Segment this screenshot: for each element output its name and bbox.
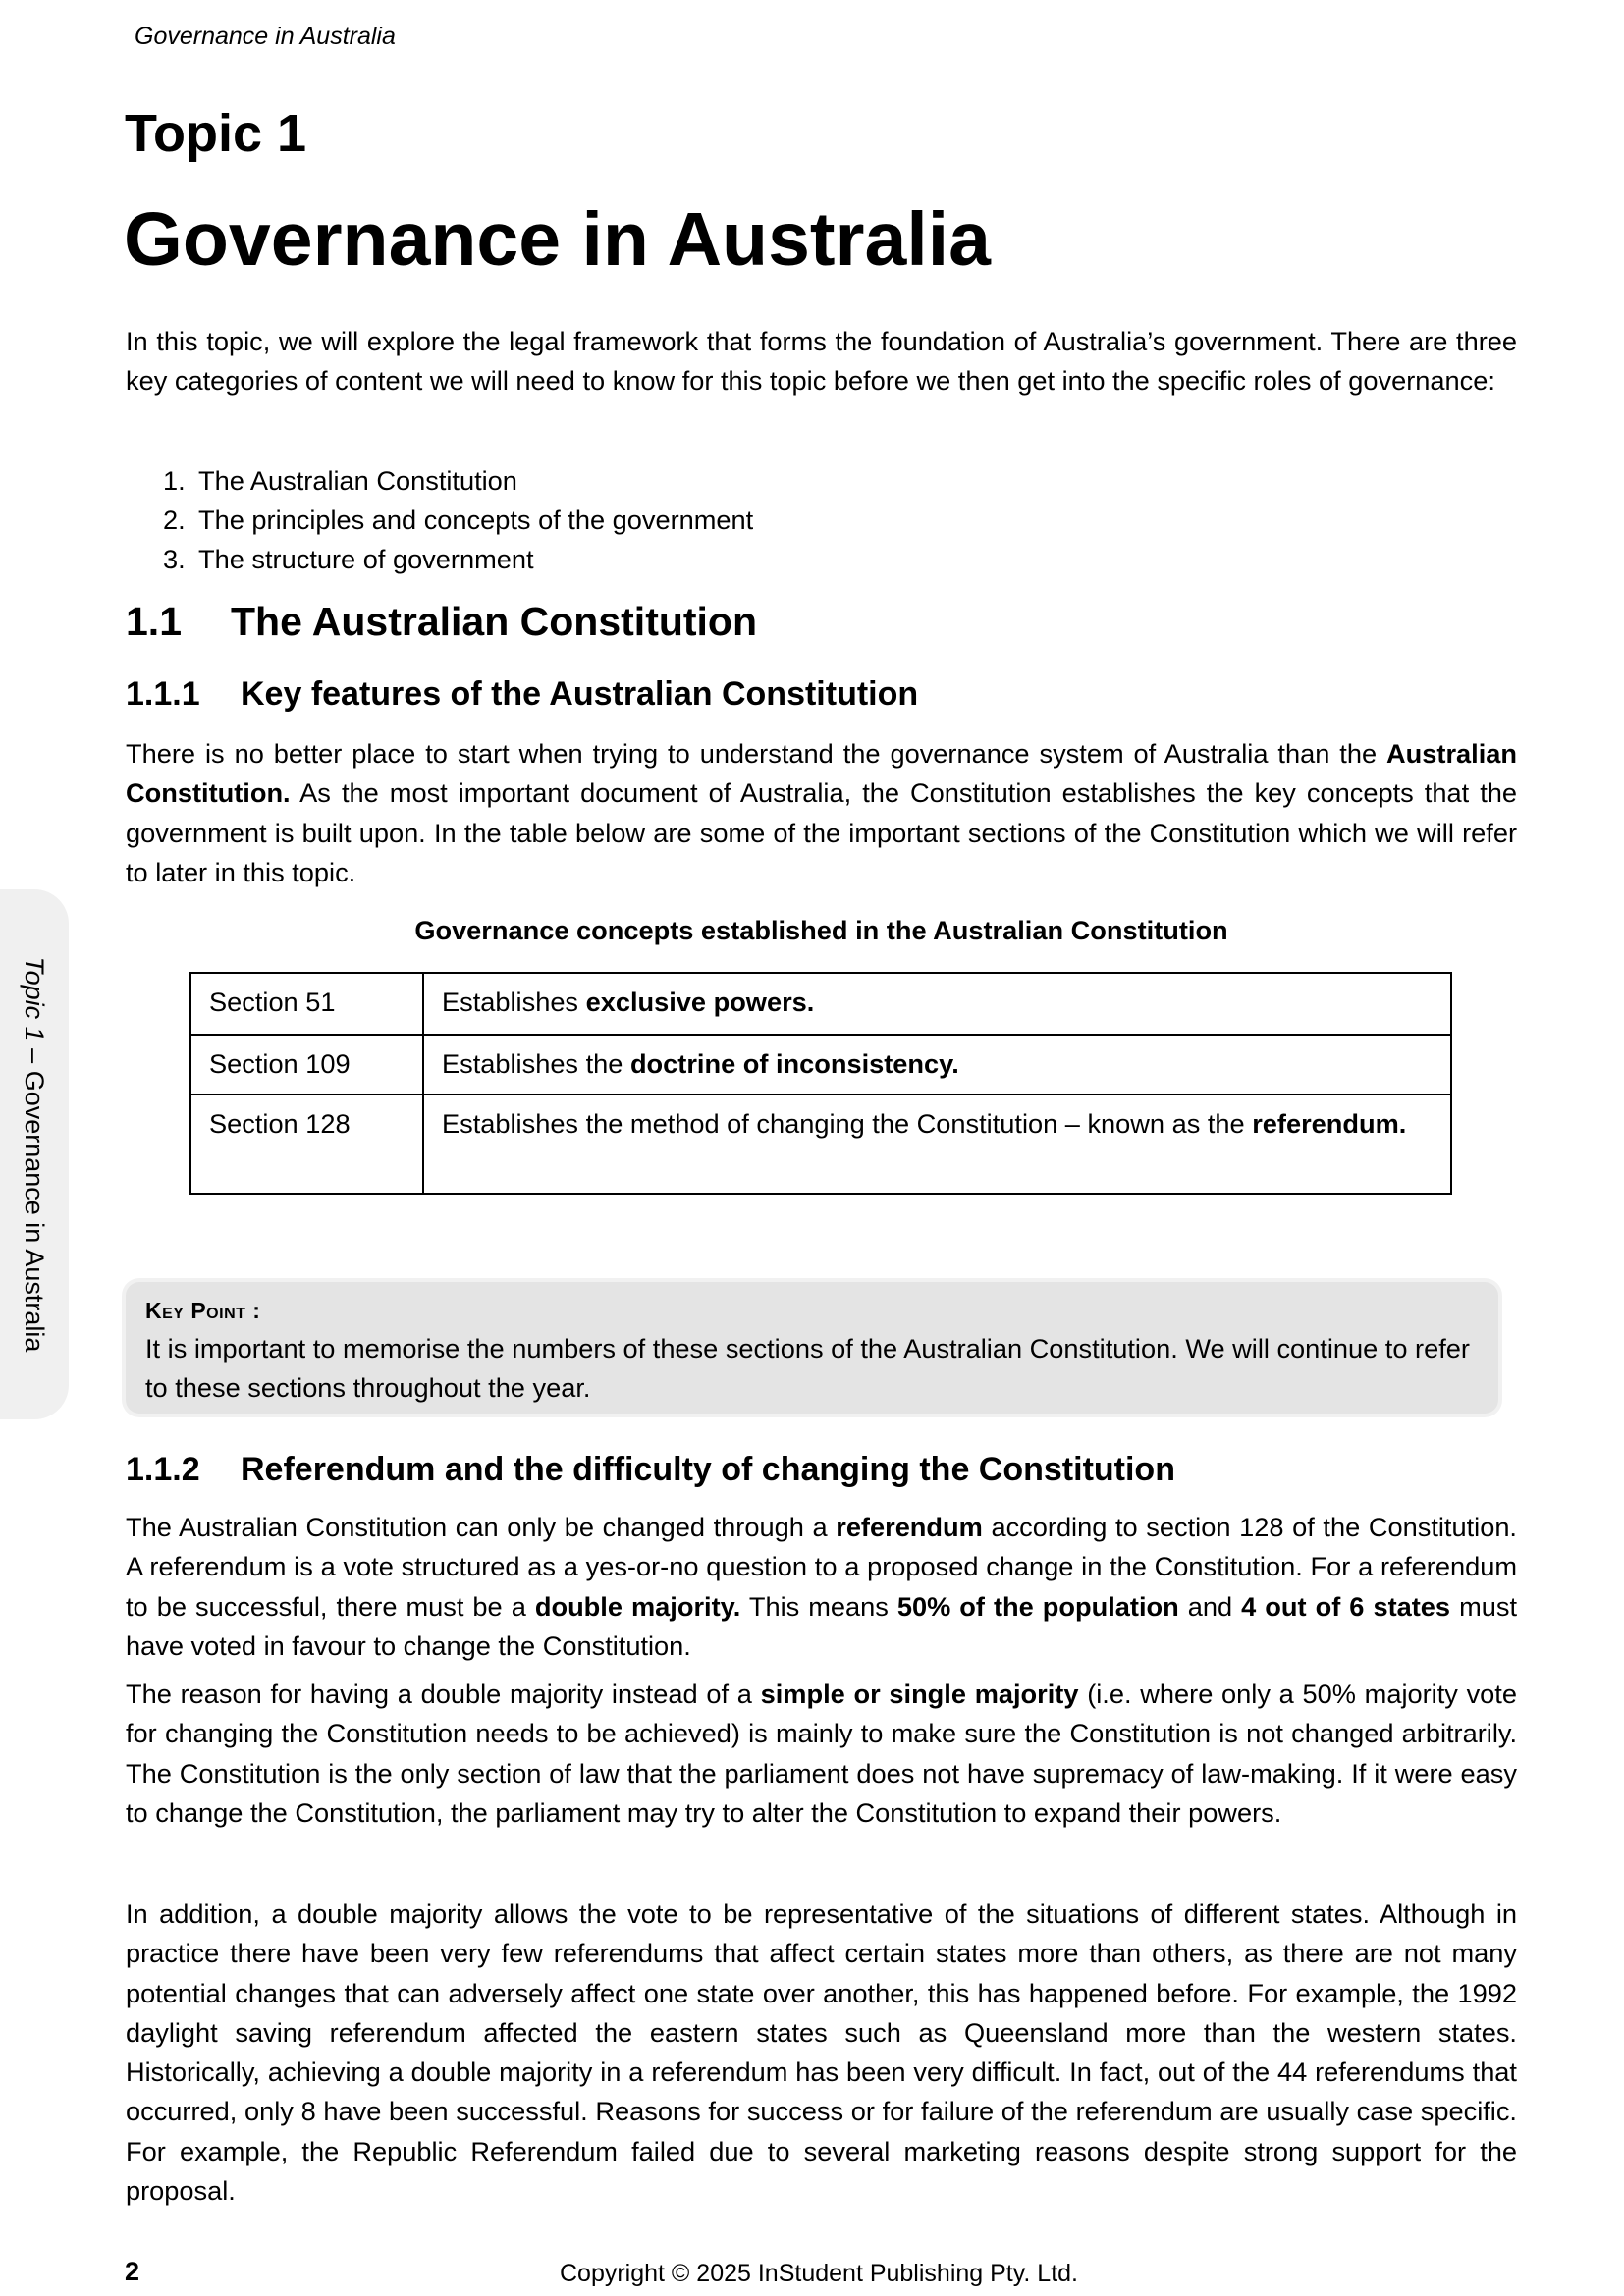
intro-paragraph (126, 322, 1517, 401)
paragraph (126, 1508, 1517, 1666)
section-number: 1.1.2 (126, 1451, 200, 1488)
paragraph (126, 734, 1517, 892)
section-cell: Section 51 (190, 973, 423, 1035)
constitution-sections-table (189, 972, 1452, 1195)
table-caption: Governance concepts established in the Australian Constitution (414, 915, 1228, 945)
text-run: must have voted in favour to change the Constitution. (126, 1590, 1517, 1661)
list-number: 3. (163, 544, 186, 574)
double-majority-paragraph (126, 1675, 1517, 1833)
side-tab-label (20, 957, 49, 1353)
topic-label: Topic 1 (125, 104, 307, 163)
side-tab (0, 889, 69, 1419)
table-row (190, 1035, 1451, 1095)
list-number: 1. (163, 465, 186, 496)
text-run: There is no better place to start when trying to understand the governance system of Australia than the (126, 738, 1387, 769)
section-title: Key features of the Australian Constitution (241, 675, 919, 713)
list-item (163, 501, 753, 540)
section-number: 1.1.1 (126, 675, 200, 713)
section-heading-1-1-2 (126, 1449, 1175, 1490)
bold-term: 50% of the population (896, 1590, 1179, 1622)
page-title: Governance in Australia (124, 197, 991, 282)
text-run: The reason for having a double majority instead of a (126, 1679, 761, 1709)
description-cell (423, 1035, 1451, 1095)
list-item (163, 540, 753, 579)
bold-term: 4 out of 6 states (1241, 1590, 1451, 1622)
intro-text: In this topic, we will explore the legal framework that forms the foundation of Australia’s government. There are three key categories of content we will need to know for this topic before we then get into the specific roles of governance: (126, 326, 1517, 397)
list-item (163, 461, 753, 501)
bold-term: double majority. (534, 1590, 741, 1622)
section-cell: Section 109 (190, 1035, 423, 1095)
section-title: The Australian Constitution (231, 599, 758, 644)
section-number: 1.1 (126, 599, 182, 644)
side-tab-title: Governance in Australia (20, 1070, 49, 1353)
representation-paragraph (126, 1895, 1517, 2211)
key-point-box (126, 1282, 1498, 1414)
text-run: (i.e. where only a 50% majority vote for changing the Constitution needs to be achieved) is mainly to make sure the Constitution is not changed arbitrarily. The Constitution is the only section of law that the parliament does not have supremacy of law-making. If it were easy to change the Constitution, the parliament may try to alter the Constitution to expand their powers. (126, 1679, 1517, 1828)
paragraph: In addition, a double majority allows the vote to be representative of the situations of different states. Although in practice there have been very few referendums that affect certain states more than others, as there are not many potential changes that can adversely affect one state over another, this has happened before. For example, the 1992 daylight saving referendum affected the eastern states such as Queensland more than the western states. Historically, achieving a double majority in a referendum has been very difficult. In fact, out of the 44 referendums that occurred, only 8 have been successful. Reasons for success or for failure of the referendum are usually case specific. For example, the Republic Referendum failed due to several marketing reasons despite strong support for the proposal. (126, 1898, 1517, 2207)
description-cell (423, 1095, 1451, 1194)
topic-list (163, 461, 753, 579)
list-text: The principles and concepts of the government (198, 505, 754, 535)
bold-term: referendum (836, 1512, 983, 1542)
text-run: The Australian Constitution can only be changed through a (126, 1512, 837, 1542)
list-number: 2. (163, 505, 186, 535)
bold-term: exclusive powers. (585, 987, 815, 1017)
list-text: The Australian Constitution (198, 465, 517, 496)
page-number: 2 (125, 2257, 140, 2286)
text-run: Establishes the (442, 1048, 630, 1079)
text-run: according to section 128 of the Constitution. A referendum is a vote structured as a yes-or-no question to a proposed change in the Constitution. For a referendum to be successful, there must be a (126, 1512, 1517, 1622)
bold-term: referendum. (1252, 1108, 1407, 1139)
side-tab-topic: Topic 1 (20, 956, 49, 1041)
side-tab-separator: – (20, 1041, 49, 1071)
constitution-paragraph (126, 734, 1517, 892)
section-cell: Section 128 (190, 1095, 423, 1194)
paragraph (126, 1675, 1517, 1833)
text-run: As the most important document of Australia, the Constitution establishes the key concepts that the government is built upon. In the table below are some of the important sections of the Constitution which we will refer to later in this topic. (126, 777, 1517, 887)
list-text: The structure of government (198, 544, 534, 574)
key-point-text: It is important to memorise the numbers of these sections of the Australian Constitution. We will continue to refer to these sections throughout the year. (145, 1333, 1470, 1404)
text-run: Establishes (442, 987, 586, 1017)
referendum-paragraph (126, 1508, 1517, 1666)
key-point-label: Key Point : (145, 1298, 261, 1323)
section-heading-1-1-1 (126, 673, 918, 715)
section-title: Referendum and the difficulty of changing the Constitution (241, 1451, 1175, 1488)
text-run: Establishes the method of changing the Constitution – known as the (442, 1108, 1253, 1139)
bold-term: doctrine of inconsistency. (629, 1048, 959, 1079)
text-run: and (1178, 1590, 1242, 1622)
section-heading-1-1 (126, 597, 757, 646)
running-header: Governance in Australia (135, 23, 396, 50)
table-row (190, 973, 1451, 1035)
bold-term: simple or single majority (760, 1679, 1079, 1709)
bold-term: Australian Constitution. (126, 738, 1517, 809)
copyright-notice: Copyright © 2025 InStudent Publishing Pty. Ltd. (559, 2260, 1078, 2287)
description-cell (423, 973, 1451, 1035)
text-run: This means (740, 1590, 897, 1622)
table-row (190, 1095, 1451, 1194)
